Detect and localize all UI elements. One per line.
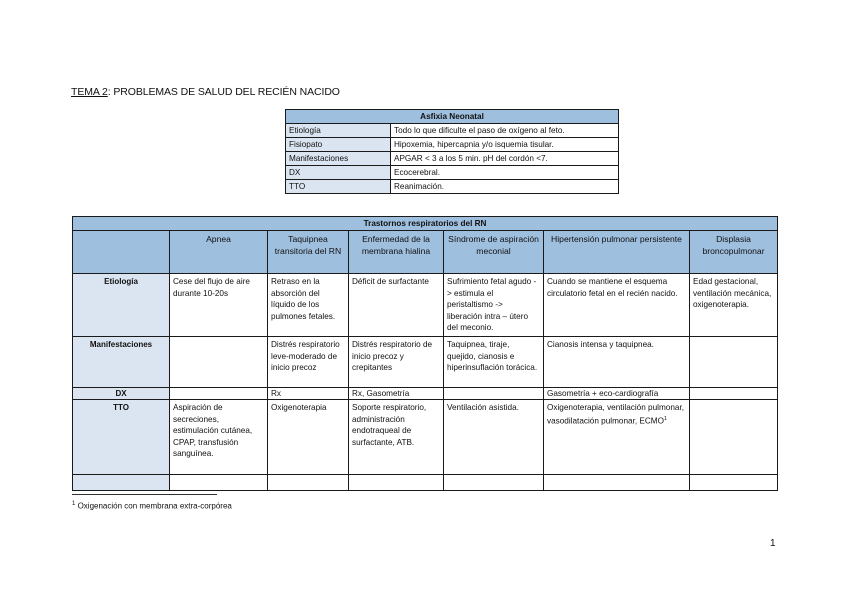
row-label: Etiología (73, 274, 170, 337)
table-row (286, 152, 619, 166)
table-row (286, 138, 619, 152)
column-header: Hipertensión pulmonar persistente (544, 231, 690, 274)
table-row (286, 180, 619, 194)
footnote-text: Oxigenación con membrana extra-corpórea (75, 501, 232, 511)
footnote-divider (72, 494, 217, 495)
column-header: Enfermedad de la membrana hialina (349, 231, 444, 274)
table-cell: Gasometría + eco-cardiografía (544, 388, 690, 400)
row-label: Manifestaciones (286, 152, 391, 166)
table-cell: Cuando se mantiene el esquema circulatorio fetal en el recién nacido. (544, 274, 690, 337)
table-cell: Edad gestacional, ventilación mecánica, oxigenoterapia. (690, 274, 778, 337)
row-value: Ecocerebral. (391, 166, 619, 180)
table-cell: Aspiración de secreciones, estimulación cutánea, CPAP, transfusión sanguínea. (170, 400, 268, 475)
table-cell (444, 388, 544, 400)
table-cell: Ventilación asistida. (444, 400, 544, 475)
table-cell (170, 337, 268, 388)
table-cell (690, 337, 778, 388)
table-cell: Rx, Gasometría (349, 388, 444, 400)
table-cell: Taquipnea, tiraje, quejido, cianosis e hiperinsuflación torácica. (444, 337, 544, 388)
column-header-row (73, 231, 778, 274)
column-header: Taquipnea transitoria del RN (268, 231, 349, 274)
row-value: APGAR < 3 a los 5 min. pH del cordón <7. (391, 152, 619, 166)
empty-cell (544, 475, 690, 491)
table-row (73, 274, 778, 337)
page-number: 1 (770, 538, 776, 549)
table-cell (170, 388, 268, 400)
corner-cell (73, 231, 170, 274)
asfixia-table (285, 109, 619, 194)
column-header: Apnea (170, 231, 268, 274)
row-value: Reanimación. (391, 180, 619, 194)
row-label: DX (286, 166, 391, 180)
footnote (72, 501, 232, 511)
table-cell: Distrés respiratorio de inicio precoz y crepitantes (349, 337, 444, 388)
table-row (286, 124, 619, 138)
table-cell: Sufrimiento fetal agudo -> estimula el peristaltismo -> liberación intra – útero del meconio. (444, 274, 544, 337)
empty-cell (349, 475, 444, 491)
cell-text: Oxigenoterapia, ventilación pulmonar, vasodilatación pulmonar, ECMO (547, 403, 684, 426)
table-row (73, 337, 778, 388)
row-value: Todo lo que dificulte el paso de oxígeno al feto. (391, 124, 619, 138)
table-row (286, 166, 619, 180)
table-cell: Soporte respiratorio, administración endotraqueal de surfactante, ATB. (349, 400, 444, 475)
heading-title: : PROBLEMAS DE SALUD DEL RECIÉN NACIDO (107, 86, 340, 98)
row-label: TTO (286, 180, 391, 194)
row-value: Hipoxemia, hipercapnia y/o isquemia tisular. (391, 138, 619, 152)
row-label: Manifestaciones (73, 337, 170, 388)
column-header: Displasia broncopulmonar (690, 231, 778, 274)
asfixia-title: Asfixia Neonatal (286, 110, 619, 124)
table-cell: Rx (268, 388, 349, 400)
empty-cell (690, 475, 778, 491)
respiratory-disorders-table (72, 216, 778, 491)
table-row (73, 475, 778, 491)
column-header: Síndrome de aspiración meconial (444, 231, 544, 274)
heading-topic: TEMA 2 (71, 86, 108, 98)
table-row (73, 388, 778, 400)
table-cell: Oxigenoterapia (268, 400, 349, 475)
table-cell (544, 400, 690, 475)
table-cell (690, 400, 778, 475)
empty-cell (170, 475, 268, 491)
table-row (73, 400, 778, 475)
row-label: DX (73, 388, 170, 400)
table-cell: Cese del flujo de aire durante 10-20s (170, 274, 268, 337)
table-cell: Distrés respiratorio leve-moderado de inicio precoz (268, 337, 349, 388)
table-cell: Retraso en la absorción del líquido de los pulmones fetales. (268, 274, 349, 337)
empty-cell (268, 475, 349, 491)
row-label: Fisiopato (286, 138, 391, 152)
empty-cell (444, 475, 544, 491)
table-cell: Cianosis intensa y taquipnea. (544, 337, 690, 388)
page-heading (71, 86, 340, 98)
empty-cell (73, 475, 170, 491)
row-label: Etiología (286, 124, 391, 138)
row-label: TTO (73, 400, 170, 475)
table-cell: Déficit de surfactante (349, 274, 444, 337)
footnote-mark: 1 (72, 501, 76, 507)
respiratory-title: Trastornos respiratorios del RN (73, 217, 778, 231)
table-cell (690, 388, 778, 400)
footnote-ref[interactable]: 1 (663, 415, 668, 422)
